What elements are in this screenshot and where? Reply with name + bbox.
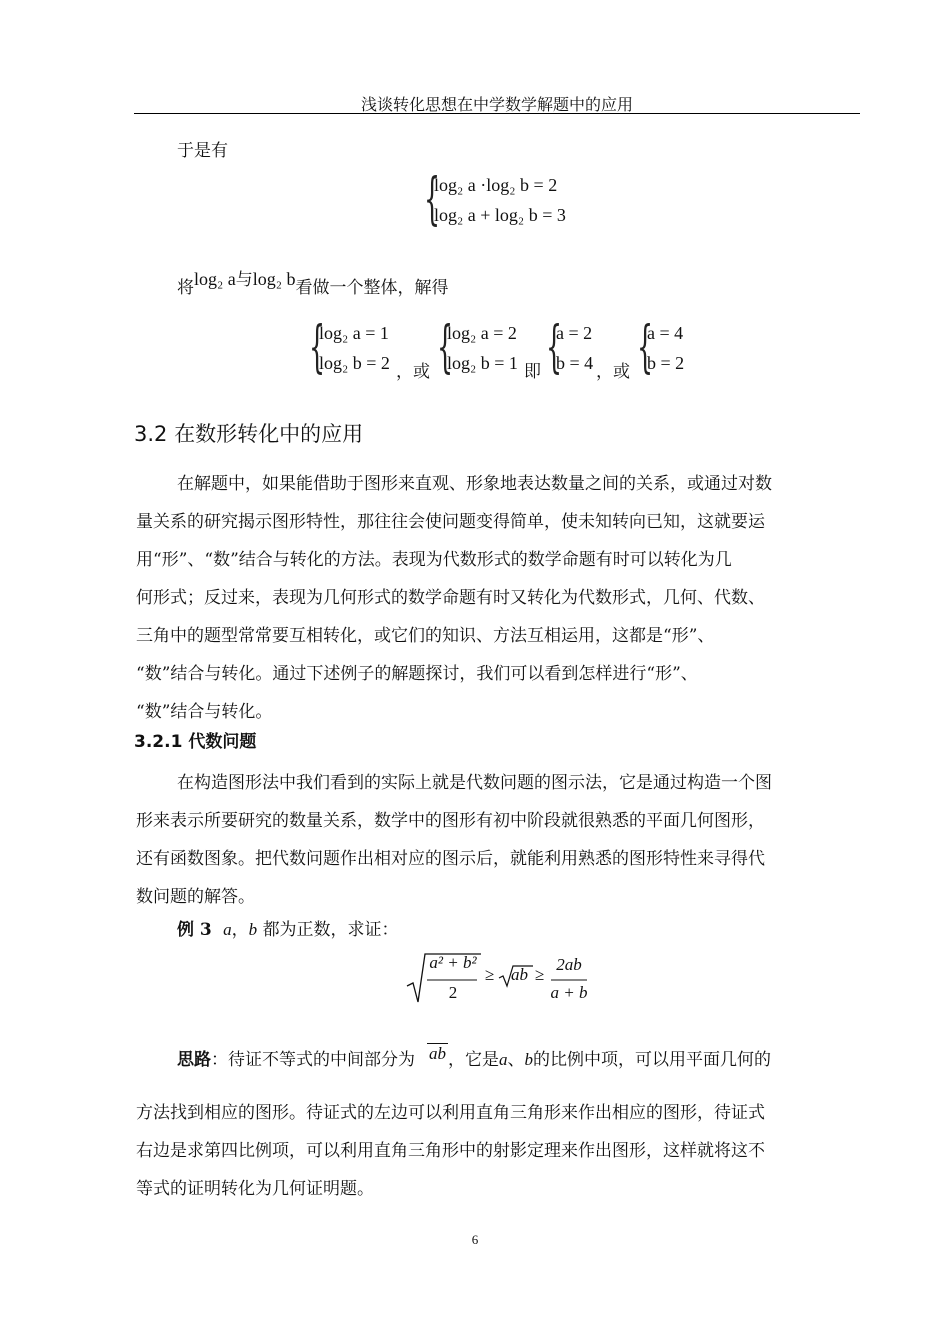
section-heading: 3.2 在数形转化中的应用 — [134, 422, 364, 446]
paragraph-1-line-5: 三角中的题型常常要互相转化，或它们的知识、方法互相运用，这都是“形”、 — [136, 626, 715, 646]
system-1-line-2: log₂ a + log₂ b = 3 — [434, 205, 566, 225]
idea-var-b: b — [524, 1050, 533, 1069]
treat-expr-1: log₂ a — [194, 269, 236, 289]
paragraph-3-line-1: 方法找到相应的图形。待证式的左边可以利用直角三角形来作出相应的图形，待证式 — [136, 1103, 765, 1123]
left-brace: { — [637, 315, 654, 380]
paragraph-1-line-1: 在解题中，如果能借助于图形来直观、形象地表达数量之间的关系，或通过对数 — [177, 474, 772, 494]
left-brace: { — [546, 315, 563, 380]
left-brace: { — [309, 315, 326, 380]
treat-expr-2: log₂ b — [252, 269, 296, 289]
idea-label: 思路 — [177, 1050, 211, 1070]
paragraph-2-line-3: 还有函数图象。把代数问题作出相对应的图示后，就能利用熟悉的图形特性来寻得代 — [136, 849, 765, 869]
treat-as-whole-line — [177, 269, 449, 302]
idea-sqrt: ab — [429, 1044, 446, 1063]
solution-3-line-1: a = 2 — [556, 323, 593, 343]
paragraph-1-line-3: 用“形”、“数”结合与转化的方法。表现为代数形式的数学命题有时可以转化为几 — [136, 550, 732, 570]
example-3-statement — [177, 915, 399, 940]
solution-4-line-2: b = 2 — [647, 353, 685, 373]
paragraph-2-line-1: 在构造图形法中我们看到的实际上就是代数问题的图示法，它是通过构造一个图 — [177, 773, 772, 793]
paragraph-1-line-7: “数”结合与转化。 — [136, 702, 273, 722]
treat-prefix: 将 — [177, 278, 194, 298]
system-1-line-1: log₂ a ·log₂ b = 2 — [434, 175, 558, 195]
solution-1-line-2: log₂ b = 2 — [319, 353, 390, 373]
variable-a: a — [223, 920, 232, 939]
separator-or-2: ，或 — [596, 362, 630, 382]
idea-sep: 、 — [507, 1050, 525, 1070]
paragraph-1-line-6: “数”结合与转化。通过下述例子的解题探讨，我们可以看到怎样进行“形”、 — [136, 664, 698, 684]
fraction-left-denominator: 2 — [448, 983, 458, 1002]
header-rule — [134, 113, 860, 114]
idea-text-3: 的比例中项，可以用平面几何的 — [533, 1050, 771, 1070]
page-number: 6 — [471, 1232, 479, 1247]
solution-2-line-2: log₂ b = 1 — [447, 353, 518, 373]
solution-1-line-1: log₂ a = 1 — [319, 323, 389, 343]
paragraph-3-line-3: 等式的证明转化为几何证明题。 — [136, 1179, 374, 1199]
treat-suffix: 看做一个整体，解得 — [295, 278, 449, 298]
variable-b: b — [248, 920, 258, 939]
fraction-right-denominator: a + b — [550, 983, 588, 1002]
subsection-heading: 3.2.1 代数问题 — [134, 732, 257, 752]
paragraph-3-line-2: 右边是求第四比例项，可以利用直角三角形中的射影定理来作出图形，这样就将这不 — [136, 1141, 765, 1161]
idea-text-1: 待证不等式的中间部分为 — [228, 1050, 415, 1070]
solution-3-line-2: b = 4 — [556, 353, 594, 373]
left-brace: { — [424, 167, 441, 232]
paragraph-1-line-4: 何形式；反过来，表现为几何形式的数学命题有时又转化为代数形式，几何、代数、 — [136, 588, 765, 608]
fraction-right-numerator: 2ab — [556, 955, 582, 974]
paragraph-2-line-2: 形来表示所要研究的数量关系，数学中的图形有初中阶段就很熟悉的平面几何图形， — [136, 811, 765, 831]
idea-line — [177, 1045, 771, 1070]
treat-mid: 与 — [235, 270, 253, 290]
idea-text-2: ，它是 — [448, 1050, 499, 1070]
example-label: 例 3 — [177, 920, 212, 940]
paragraph-2-line-4: 数问题的解答。 — [136, 887, 255, 907]
geq-sign-1: ≥ — [485, 965, 495, 984]
idea-var-a: a — [499, 1050, 508, 1069]
intro-text: 于是有 — [177, 141, 228, 161]
sqrt-ab: ab — [511, 965, 528, 984]
separator-or-1: ，或 — [396, 362, 430, 382]
solution-2-line-1: log₂ a = 2 — [447, 323, 517, 343]
separator-namely: 即 — [524, 362, 541, 382]
paragraph-1-line-2: 量关系的研究揭示图形特性，那往往会使问题变得简单，使未知转向已知，这就要运 — [136, 512, 765, 532]
solution-4-line-1: a = 4 — [647, 323, 684, 343]
left-brace: { — [437, 315, 454, 380]
geq-sign-2: ≥ — [535, 965, 545, 984]
fraction-left-numerator: a² + b² — [429, 953, 477, 972]
running-header: 浅谈转化思想在中学数学解题中的应用 — [360, 95, 633, 114]
inequality-formula — [405, 950, 615, 1008]
example-text: 都为正数，求证： — [262, 920, 399, 940]
idea-colon: ： — [211, 1050, 228, 1070]
example-comma: ， — [231, 920, 249, 940]
